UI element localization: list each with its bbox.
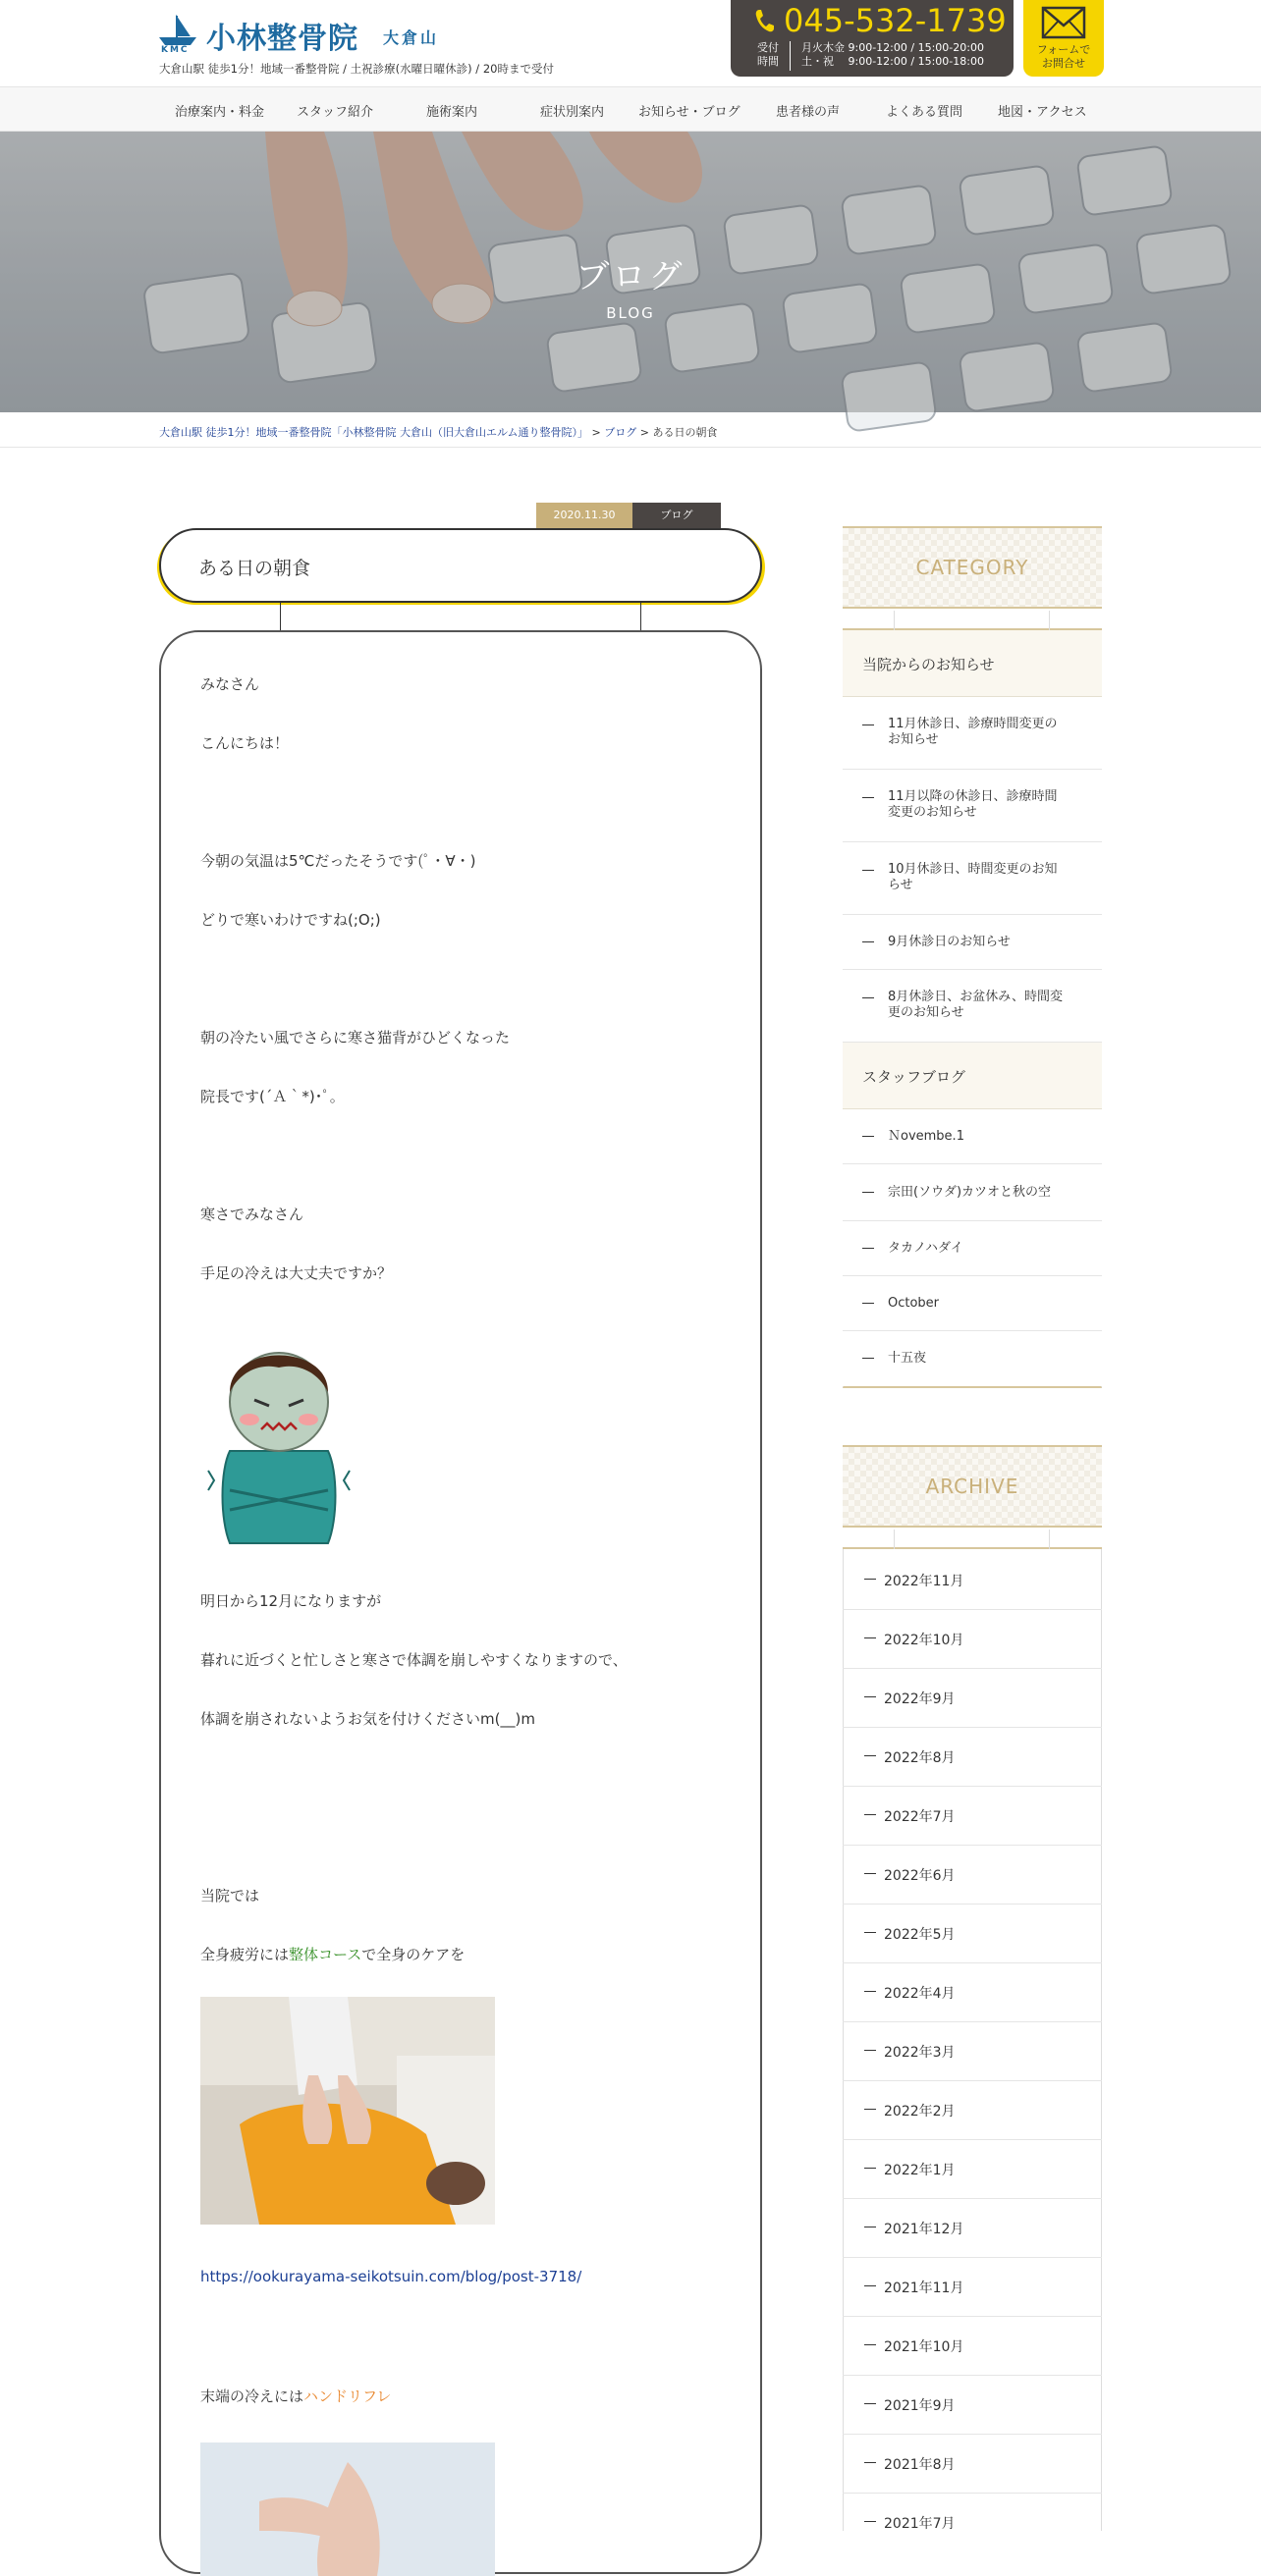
- archive-item-label: 2022年9月: [884, 1691, 956, 1707]
- archive-item-label: 2022年6月: [884, 1868, 956, 1884]
- post-text: みなさん: [200, 675, 260, 693]
- post-text: どりで寒いわけですね(;O;): [200, 911, 381, 929]
- archive-item-label: 2022年11月: [884, 1574, 964, 1589]
- dash-icon: [862, 797, 874, 798]
- archive-subheader: [843, 1530, 1102, 1549]
- category-item-label: October: [888, 1296, 940, 1311]
- hours-weekday: 月火木金 9:00-12:00 / 15:00-20:00: [801, 41, 984, 54]
- category-item-label: タカノハダイ: [888, 1241, 963, 1256]
- archive-item[interactable]: [843, 1846, 1102, 1905]
- archive-subheader-line: [894, 1530, 895, 1549]
- category-item-label: 9月休診日のお知らせ: [888, 935, 1011, 949]
- dash-icon: [864, 2344, 876, 2345]
- post-text: こんにちは！: [200, 734, 290, 752]
- category-subheader-line: [894, 611, 895, 630]
- post-text: 今朝の気温は5℃だったそうです(ﾟ・∀・): [200, 852, 476, 870]
- archive-item-label: 2022年8月: [884, 1750, 956, 1766]
- contact-form-button[interactable]: [1023, 0, 1104, 77]
- breadcrumb-sep: >: [636, 426, 653, 439]
- dash-icon: [864, 2285, 876, 2286]
- category-subheader-line: [1049, 611, 1050, 630]
- archive-item[interactable]: [843, 1963, 1102, 2022]
- category-group-label: スタッフブログ: [862, 1068, 966, 1086]
- dash-icon: [862, 1136, 874, 1137]
- archive-item[interactable]: [843, 1610, 1102, 1669]
- post-text: [200, 1944, 465, 1964]
- post-category[interactable]: ブログ: [632, 503, 721, 528]
- hours: [801, 41, 984, 69]
- post-text: 明日から12月になりますが: [200, 1592, 382, 1610]
- category-item-line: お知らせ: [888, 732, 939, 747]
- category-item[interactable]: [843, 1331, 1102, 1386]
- hand-reflex-link[interactable]: ハンドリフレ: [303, 2388, 392, 2405]
- category-group-news[interactable]: [843, 630, 1102, 697]
- category-item-label: [888, 990, 1063, 1021]
- post-body: [159, 630, 762, 2574]
- site-logo[interactable]: [157, 12, 452, 55]
- dash-icon: [864, 2050, 876, 2051]
- category-item[interactable]: [843, 1164, 1102, 1221]
- dash-icon: [862, 1358, 874, 1359]
- dash-icon: [862, 1303, 874, 1304]
- category-item-label: 宗田(ソウダ)カツオと秋の空: [888, 1185, 1052, 1200]
- dash-icon: [864, 1637, 876, 1638]
- hours-label-1: 受付: [757, 41, 779, 54]
- dash-icon: [864, 2168, 876, 2169]
- category-item[interactable]: [843, 915, 1102, 970]
- category-item[interactable]: [843, 842, 1102, 915]
- dash-icon: [864, 2462, 876, 2463]
- breadcrumb-blog[interactable]: ブログ: [604, 426, 637, 439]
- title-connector: [280, 603, 281, 630]
- nav-item-faq[interactable]: よくある質問: [886, 105, 963, 120]
- category-item-line: らせ: [888, 878, 913, 892]
- archive-item-label: 2021年9月: [884, 2398, 956, 2414]
- archive-item[interactable]: [843, 1728, 1102, 1787]
- site-header: [0, 0, 1261, 86]
- archive-item[interactable]: [843, 2376, 1102, 2435]
- seitai-course-link[interactable]: 整体コース: [289, 1946, 362, 1963]
- dash-icon: [862, 1248, 874, 1249]
- post-text: 朝の冷たい風でさらに寒さ猫背がひどくなった: [200, 1029, 511, 1046]
- category-subheader: [843, 611, 1102, 630]
- archive-item[interactable]: [843, 1787, 1102, 1846]
- logo-mark-text: KMC: [161, 45, 190, 55]
- category-group-label: 当院からのお知らせ: [862, 656, 995, 673]
- category-item-label: [888, 862, 1058, 893]
- massage-photo: [200, 1997, 495, 2225]
- category-header: [843, 526, 1102, 609]
- post-date: 2020.11.30: [536, 503, 632, 528]
- archive-item-label: 2022年4月: [884, 1986, 956, 2002]
- form-label: [1023, 43, 1104, 71]
- category-group-staff-blog[interactable]: [843, 1043, 1102, 1109]
- archive-item-label: 2022年5月: [884, 1927, 956, 1943]
- mail-icon: [1041, 4, 1086, 39]
- post-text: 寒さでみなさん: [200, 1206, 304, 1223]
- form-label-2: お問合せ: [1042, 57, 1085, 70]
- hours-label: [752, 41, 784, 69]
- dash-icon: [862, 941, 874, 942]
- archive-item[interactable]: [843, 2317, 1102, 2376]
- hero-banner: [0, 132, 1261, 412]
- blog-link[interactable]: https://ookurayama-seikotsuin.com/blog/post-3718/: [200, 2268, 582, 2285]
- category-item-line: 8月休診日、お盆休み、時間変: [888, 990, 1064, 1004]
- nav-item-reviews[interactable]: 患者様の声: [776, 105, 841, 120]
- archive-item-label: 2022年3月: [884, 2045, 956, 2061]
- breadcrumb-home[interactable]: 大倉山駅 徒歩1分！地域一番整骨院「小林整骨院 大倉山（旧大倉山エルム通り整骨院）」: [159, 426, 589, 439]
- nav-item-news-blog[interactable]: お知らせ・ブログ: [638, 105, 740, 120]
- archive-item-label: 2021年7月: [884, 2516, 956, 2532]
- post-title-box: [159, 528, 762, 603]
- category-item[interactable]: [843, 1109, 1102, 1164]
- hand-reflex-photo: [200, 2442, 495, 2576]
- archive-item[interactable]: [843, 2140, 1102, 2199]
- archive-item[interactable]: [843, 2199, 1102, 2258]
- logo-location: 大倉山: [383, 28, 440, 47]
- nav-item-treatment[interactable]: 治療案内・料金: [175, 105, 265, 120]
- archive-item-label: 2022年7月: [884, 1809, 956, 1825]
- category-item-label: Ｎovembe.1: [888, 1129, 964, 1144]
- breadcrumb-current: ある日の朝食: [652, 426, 718, 439]
- post-text: 当院では: [200, 1887, 260, 1905]
- phone-number[interactable]: 045-532-1739: [784, 2, 1007, 39]
- phone-icon: [754, 8, 776, 33]
- phone-box[interactable]: [731, 0, 1014, 77]
- archive-item[interactable]: [843, 1905, 1102, 1963]
- archive-item-label: 2021年8月: [884, 2457, 956, 2473]
- category-item[interactable]: [843, 1276, 1102, 1331]
- dash-icon: [862, 997, 874, 998]
- post-text-part: 末端の冷えには: [200, 2388, 304, 2405]
- dash-icon: [864, 1579, 876, 1580]
- cold-person-illustration: [200, 1323, 357, 1543]
- archive-header: [843, 1445, 1102, 1528]
- archive-item[interactable]: [843, 1669, 1102, 1728]
- title-connector: [640, 603, 641, 630]
- dash-icon: [864, 1932, 876, 1933]
- post-title: ある日の朝食: [198, 558, 311, 579]
- category-item-line: 更のお知らせ: [888, 1005, 964, 1020]
- post-text: [200, 2386, 391, 2406]
- archive-item[interactable]: [843, 2022, 1102, 2081]
- archive-subheader-line: [1049, 1530, 1050, 1549]
- archive-item-label: 2022年10月: [884, 1633, 964, 1648]
- category-item[interactable]: [843, 970, 1102, 1043]
- nav-item-access[interactable]: 地図・アクセス: [998, 105, 1087, 120]
- post-text: [200, 2268, 581, 2285]
- logo-text: 小林整骨院: [206, 22, 358, 56]
- archive-title: ARCHIVE: [925, 1475, 1019, 1498]
- category-item-label: 十五夜: [888, 1351, 927, 1366]
- hours-weekend: 土・祝 9:00-12:00 / 15:00-18:00: [801, 55, 984, 68]
- nav-item-symptoms[interactable]: 症状別案内: [540, 105, 605, 120]
- dash-icon: [864, 1755, 876, 1756]
- main-nav: [0, 86, 1261, 132]
- category-item-line: 10月休診日、時間変更のお知: [888, 862, 1058, 877]
- archive-item[interactable]: [843, 2081, 1102, 2140]
- nav-item-procedures[interactable]: 施術案内: [426, 105, 478, 120]
- archive-item-label: 2021年12月: [884, 2222, 964, 2237]
- category-item-label: [888, 717, 1058, 748]
- post-text: 体調を崩されないようお気を付けくださいm(__)m: [200, 1710, 535, 1728]
- dash-icon: [864, 2403, 876, 2404]
- dash-icon: [862, 1192, 874, 1193]
- post-text: 院長です(´Ａ｀*)･ﾟ｡: [200, 1088, 338, 1105]
- category-title: CATEGORY: [915, 556, 1029, 579]
- category-item-line: 11月休診日、診療時間変更の: [888, 717, 1058, 731]
- dash-icon: [864, 1991, 876, 1992]
- category-item[interactable]: [843, 697, 1102, 770]
- archive-item[interactable]: [843, 2494, 1102, 2532]
- archive-item[interactable]: [843, 1551, 1102, 1610]
- dash-icon: [864, 2521, 876, 2522]
- nav-item-staff[interactable]: スタッフ紹介: [297, 105, 374, 120]
- post-text-part: で全身のケアを: [361, 1946, 466, 1963]
- breadcrumb: [0, 412, 1261, 448]
- archive-item-label: 2021年11月: [884, 2281, 964, 2296]
- hours-divider: [790, 41, 791, 71]
- header-tagline: 大倉山駅 徒歩1分！地域一番整骨院 / 土祝診療(水曜日曜休診) / 20時まで受付: [159, 62, 554, 76]
- post-text: 暮れに近づくと忙しさと寒さで体調を崩しやすくなりますので、: [200, 1651, 628, 1669]
- archive-item[interactable]: [843, 2435, 1102, 2494]
- page-title: ブログ: [576, 257, 685, 296]
- post-text-part: 全身疲労には: [200, 1946, 290, 1963]
- hours-label-2: 時間: [757, 55, 779, 68]
- dash-icon: [864, 1873, 876, 1874]
- archive-item-label: 2022年1月: [884, 2163, 956, 2178]
- category-item-line: 11月以降の休診日、診療時間: [888, 789, 1058, 804]
- dash-icon: [862, 724, 874, 725]
- dash-icon: [864, 1814, 876, 1815]
- category-item[interactable]: [843, 770, 1102, 842]
- form-label-1: フォームで: [1036, 43, 1091, 56]
- post-text: 手足の冷えは大丈夫ですか？: [200, 1264, 393, 1282]
- category-item[interactable]: [843, 1221, 1102, 1276]
- archive-item[interactable]: [843, 2258, 1102, 2317]
- archive-item-label: 2022年2月: [884, 2104, 956, 2120]
- dash-icon: [864, 2109, 876, 2110]
- page-subtitle: BLOG: [606, 304, 655, 322]
- breadcrumb-sep: >: [588, 426, 605, 439]
- dash-icon: [864, 1696, 876, 1697]
- category-item-label: [888, 789, 1058, 821]
- dash-icon: [862, 870, 874, 871]
- archive-item-label: 2021年10月: [884, 2339, 964, 2355]
- category-item-line: 変更のお知らせ: [888, 805, 977, 820]
